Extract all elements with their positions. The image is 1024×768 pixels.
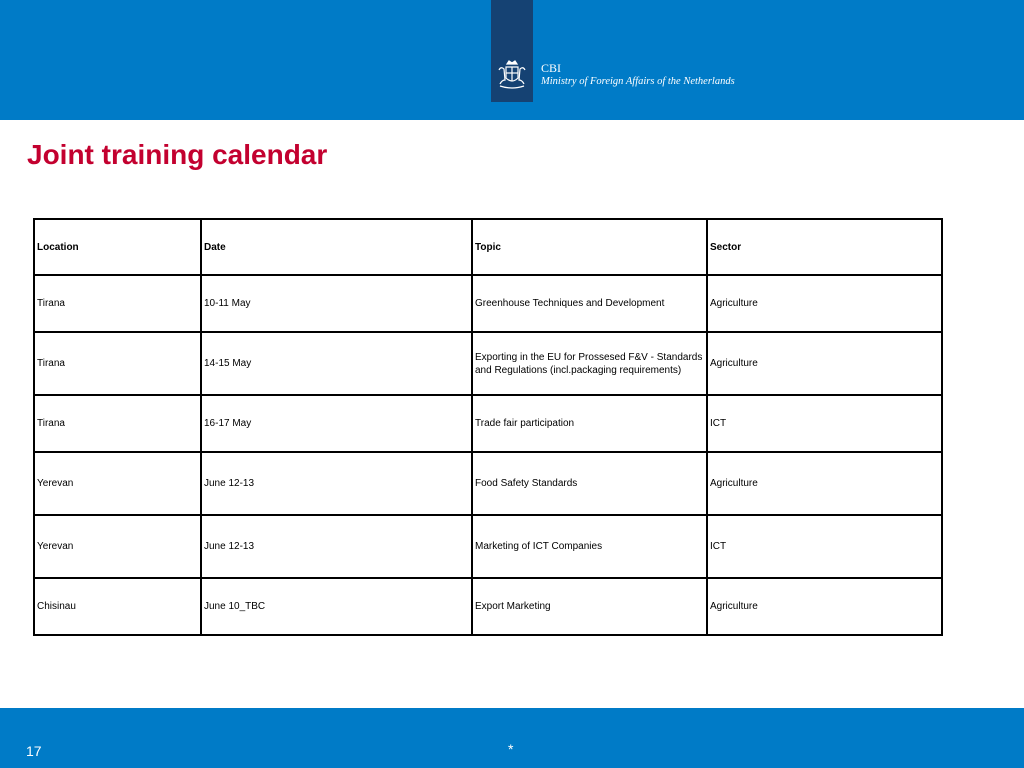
footer-band: [0, 708, 1024, 768]
cell-location: Tirana: [34, 395, 201, 452]
table-row: [34, 332, 942, 395]
cell-sector: ICT: [707, 395, 942, 452]
table-row: [34, 578, 942, 635]
logo-org-name: CBI: [541, 61, 562, 75]
table-row: [34, 275, 942, 332]
cell-sector: Agriculture: [707, 452, 942, 515]
cell-location: Yerevan: [34, 452, 201, 515]
cell-topic: Greenhouse Techniques and Development: [472, 275, 707, 332]
logo-ministry-name: Ministry of Foreign Affairs of the Netherlands: [541, 76, 735, 87]
logo-ribbon: [491, 0, 533, 102]
table-header-row: [34, 219, 942, 275]
column-header-sector: Sector: [707, 219, 942, 275]
cell-topic: Exporting in the EU for Prossesed F&V - Standards and Regulations (incl.packaging requirements): [472, 332, 707, 395]
page-number: 17: [26, 743, 42, 759]
column-header-location: Location: [34, 219, 201, 275]
cell-topic: Food Safety Standards: [472, 452, 707, 515]
cell-location: Yerevan: [34, 515, 201, 578]
cell-location: Tirana: [34, 332, 201, 395]
column-header-date: Date: [201, 219, 472, 275]
cell-sector: ICT: [707, 515, 942, 578]
royal-coat-of-arms-icon: [495, 58, 529, 92]
cell-location: Chisinau: [34, 578, 201, 635]
logo-wordmark: [541, 61, 735, 89]
cell-date: June 12-13: [201, 515, 472, 578]
cell-date: June 10_TBC: [201, 578, 472, 635]
cell-date: June 12-13: [201, 452, 472, 515]
cell-date: 16-17 May: [201, 395, 472, 452]
column-header-topic: Topic: [472, 219, 707, 275]
page-title: Joint training calendar: [27, 139, 328, 170]
cell-topic: Trade fair participation: [472, 395, 707, 452]
cell-sector: Agriculture: [707, 275, 942, 332]
table-row: [34, 452, 942, 515]
footer-mark: *: [508, 741, 514, 757]
cell-topic: Marketing of ICT Companies: [472, 515, 707, 578]
training-calendar-table: [33, 218, 943, 636]
header-band: [0, 0, 1024, 120]
cell-location: Tirana: [34, 275, 201, 332]
cell-date: 14-15 May: [201, 332, 472, 395]
cell-date: 10-11 May: [201, 275, 472, 332]
table-row: [34, 395, 942, 452]
cell-sector: Agriculture: [707, 578, 942, 635]
table-row: [34, 515, 942, 578]
cell-sector: Agriculture: [707, 332, 942, 395]
cell-topic: Export Marketing: [472, 578, 707, 635]
